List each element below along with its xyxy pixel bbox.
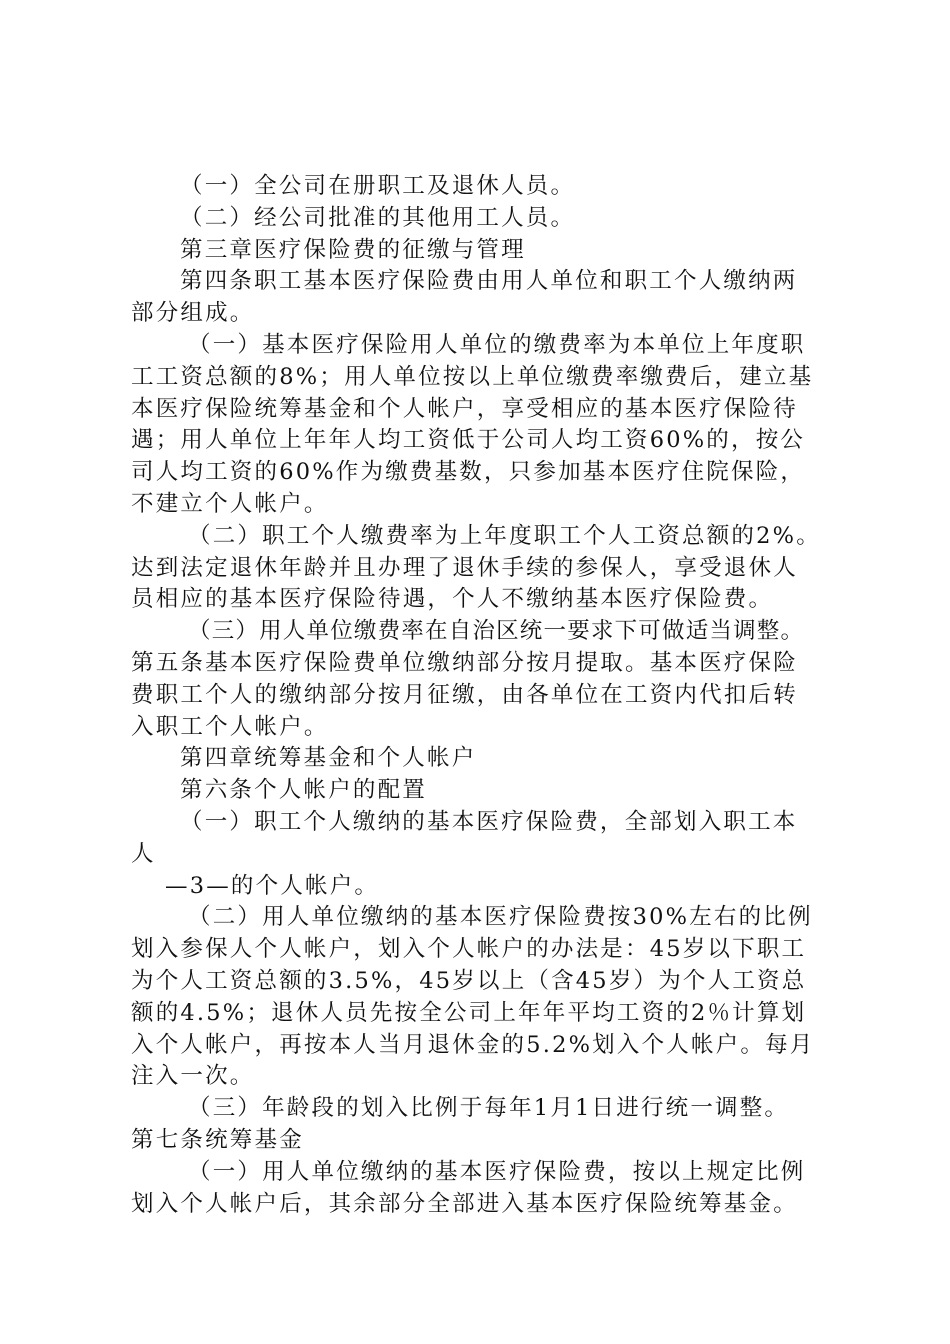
- article-heading: 第七条统筹基金: [131, 1126, 304, 1153]
- text-line: （二）经公司批准的其他用工人员。: [180, 204, 576, 231]
- text-line: 入个人帐户，再按本人当月退休金的5.2%划入个人帐户。每月: [131, 1031, 815, 1058]
- text-line: 额的4.5%；退休人员先按全公司上年年平均工资的2％计算划: [131, 999, 807, 1026]
- text-line: 注入一次。: [131, 1063, 255, 1090]
- text-line: （一）职工个人缴纳的基本医疗保险费，全部划入职工本: [180, 808, 798, 835]
- text-line: 遇；用人单位上年年人均工资低于公司人均工资60%的，按公: [131, 427, 806, 454]
- text-line: 为个人工资总额的3.5%，45岁以上（含45岁）为个人工资总: [131, 967, 807, 994]
- text-line: 费职工个人的缴纳部分按月征缴，由各单位在工资内代扣后转: [131, 681, 798, 708]
- text-line: 司人均工资的60%作为缴费基数，只参加基本医疗住院保险，: [131, 459, 806, 486]
- text-line: 员相应的基本医疗保险待遇，个人不缴纳基本医疗保险费。: [131, 586, 774, 613]
- text-line: 工工资总额的8%；用人单位按以上单位缴费率缴费后，建立基: [131, 363, 814, 390]
- text-line: （三）年龄段的划入比例于每年1月1日进行统一调整。: [188, 1095, 790, 1122]
- text-line: 本医疗保险统筹基金和个人帐户，享受相应的基本医疗保险待: [131, 395, 798, 422]
- text-line: 人: [131, 840, 156, 867]
- text-line: （二）职工个人缴费率为上年度职工个人工资总额的2%。: [188, 522, 821, 549]
- text-line: 划入个人帐户后，其余部分全部进入基本医疗保险统筹基金。: [131, 1190, 798, 1217]
- text-line: 划入参保人个人帐户，划入个人帐户的办法是：45岁以下职工: [131, 936, 807, 963]
- article-heading: 第五条基本医疗保险费单位缴纳部分按月提取。基本医疗保险: [131, 649, 798, 676]
- document-body: [131, 171, 831, 1220]
- text-line: 部分组成。: [131, 300, 255, 327]
- text-line: （一）基本医疗保险用人单位的缴费率为本单位上年度职: [188, 331, 806, 358]
- article-heading: 第六条个人帐户的配置: [180, 777, 428, 804]
- text-line: 不建立个人帐户。: [131, 490, 329, 517]
- text-line: 入职工个人帐户。: [131, 713, 329, 740]
- article-heading: 第四条职工基本医疗保险费由用人单位和职工个人缴纳两: [180, 268, 798, 295]
- text-line: （一）全公司在册职工及退休人员。: [180, 173, 576, 199]
- page-number-line: —3—的个人帐户。: [165, 872, 380, 899]
- text-line: （二）用人单位缴纳的基本医疗保险费按30%左右的比例: [188, 904, 813, 931]
- text-line: （三）用人单位缴费率在自治区统一要求下可做适当调整。: [188, 618, 805, 645]
- text-line: 达到法定退休年龄并且办理了退休手续的参保人，享受退休人: [131, 554, 798, 581]
- chapter-heading: 第四章统筹基金和个人帐户: [180, 745, 477, 772]
- text-line: （一）用人单位缴纳的基本医疗保险费，按以上规定比例: [188, 1158, 806, 1185]
- chapter-heading: 第三章医疗保险费的征缴与管理: [180, 236, 526, 263]
